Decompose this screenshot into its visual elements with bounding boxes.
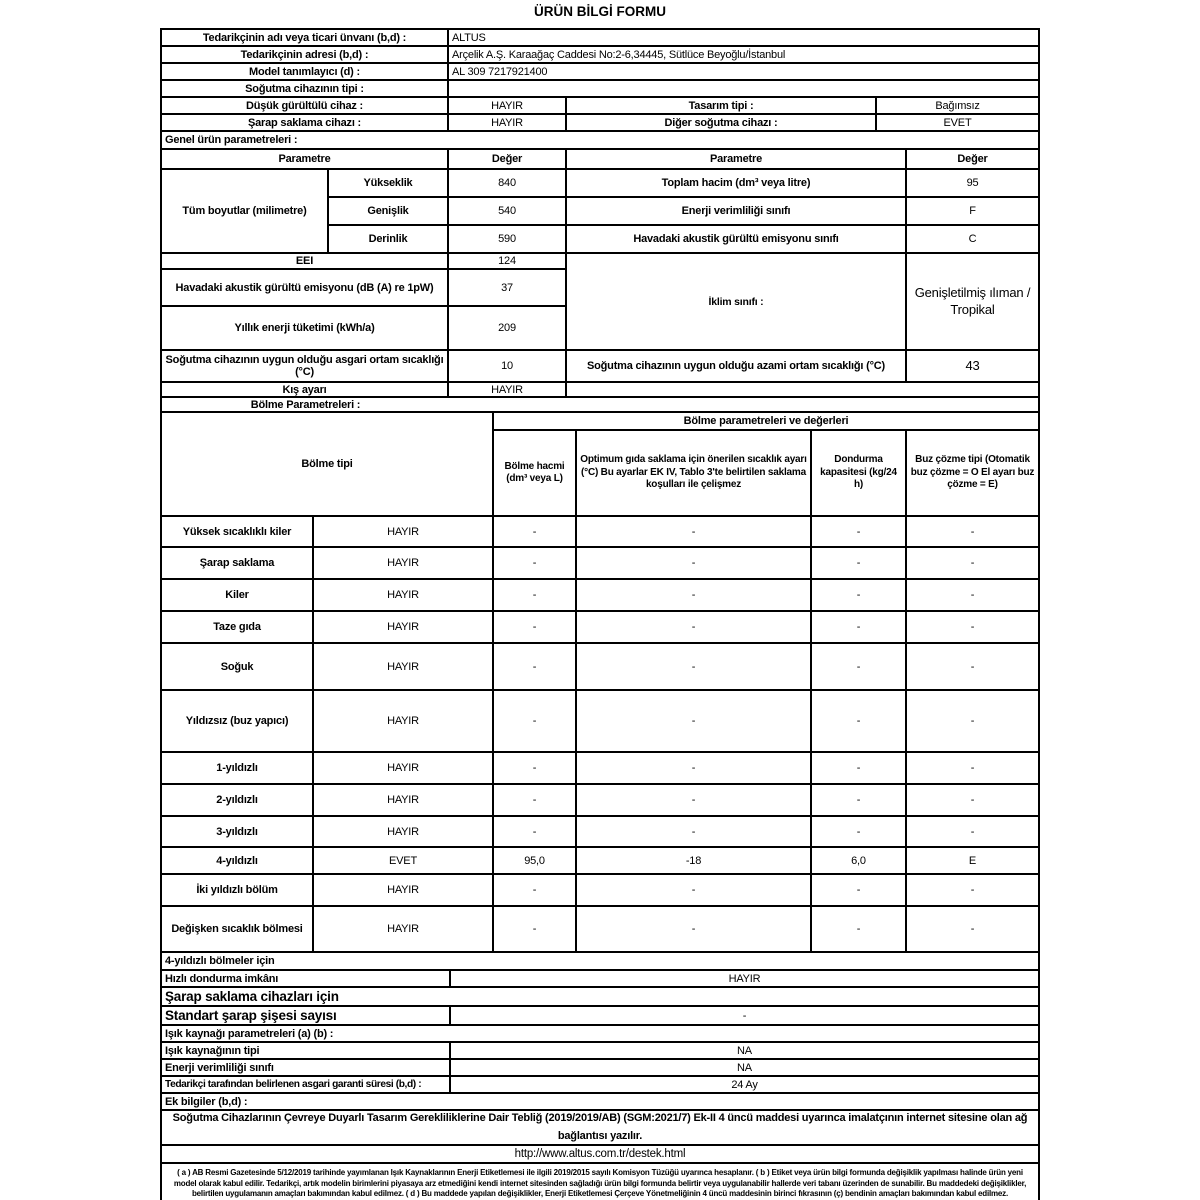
compartment-freeze: - (812, 785, 907, 815)
compartment-temp: - (577, 753, 812, 783)
compartment-freeze: - (812, 753, 907, 783)
compartment-present: HAYIR (314, 817, 494, 846)
compartment-present: HAYIR (314, 612, 494, 642)
light-class-value: NA (737, 1061, 752, 1074)
compartment-row-4-star (162, 848, 1038, 875)
compartment-defrost: - (970, 557, 975, 569)
compartment-present: EVET (314, 848, 494, 873)
compartment-row-cellar (162, 580, 1038, 612)
climate-class-label: İklim sınıfı : (567, 254, 907, 349)
compartment-freeze: - (812, 644, 907, 689)
compartment-defrost: - (970, 621, 975, 633)
eei-rows (162, 254, 567, 349)
compartment-temp: - (577, 785, 812, 815)
compartment-volume: - (494, 753, 577, 783)
col-header-parametre-2: Parametre (567, 150, 907, 168)
col-header-temp-setting: Optimum gıda saklama için önerilen sıcaklık ayarı (°C) Bu ayarlar EK IV, Tablo 3'te belirtilen saklama koşulları ile çelişmez (577, 431, 812, 515)
low-noise-label: Düşük gürültülü cihaz : (162, 98, 449, 113)
total-volume-label: Toplam hacim (dm³ veya litre) (567, 170, 907, 196)
compartment-freeze: - (812, 907, 907, 951)
compartment-group-header: Bölme parametreleri ve değerleri (494, 413, 1038, 431)
directive-row (162, 1111, 1038, 1146)
low-noise-value: HAYIR (449, 98, 567, 113)
supplier-name-label: Tedarikçinin adı veya ticari ünvanı (b,d) : (162, 30, 449, 45)
compartment-temp: - (577, 580, 812, 610)
warranty-label: Tedarikçi tarafından belirlenen asgari garanti süresi (b,d) : (162, 1077, 451, 1092)
wine-device-value: HAYIR (449, 115, 567, 130)
eei-value: 124 (449, 254, 567, 268)
compartment-temp: - (577, 548, 812, 578)
compartment-temp: - (577, 907, 812, 951)
energy-class-label: Enerji verimliliği sınıfı (567, 198, 907, 224)
dimension-row-width (329, 198, 1038, 226)
compartment-volume: - (494, 548, 577, 578)
compartment-defrost: - (970, 825, 975, 838)
compartment-row-variable-temp (162, 907, 1038, 953)
dimension-row-height (329, 170, 1038, 198)
compartment-volume: - (494, 644, 577, 689)
compartment-present: HAYIR (314, 580, 494, 610)
compartment-volume: 95,0 (494, 848, 577, 873)
ambient-temp-row (162, 351, 1038, 383)
compartment-present: HAYIR (314, 691, 494, 751)
other-cooling-label: Diğer soğutma cihazı : (567, 115, 877, 130)
compartment-freeze: - (812, 580, 907, 610)
noise-class-label: Havadaki akustik gürültü emisyonu sınıfı (567, 226, 907, 252)
eei-row (162, 254, 567, 270)
compartment-temp: - (577, 517, 812, 546)
compartment-present: HAYIR (314, 907, 494, 951)
light-type-value: NA (737, 1044, 752, 1057)
extra-info-title: Ek bilgiler (b,d) : (165, 1095, 248, 1108)
min-ambient-value: 10 (449, 351, 567, 381)
compartment-temp: - (577, 612, 812, 642)
energy-class-value: F (969, 205, 976, 217)
dimension-row-depth (329, 226, 1038, 252)
compartment-type: Yıldızsız (buz yapıcı) (162, 691, 314, 751)
fast-freeze-row (162, 971, 1038, 988)
compartment-freeze: - (812, 548, 907, 578)
compartment-defrost: - (970, 660, 975, 673)
light-class-label: Enerji verimliliği sınıfı (162, 1060, 451, 1075)
table-row-device-type (162, 81, 1038, 98)
compartment-row-wine-storage (162, 548, 1038, 580)
model-id-value: AL 309 7217921400 (452, 65, 548, 78)
compartment-volume: - (494, 817, 577, 846)
compartment-temp: - (577, 691, 812, 751)
dimensions-label: Tüm boyutlar (milimetre) (162, 170, 329, 252)
noise-emission-value: 37 (449, 270, 567, 305)
annual-energy-label: Yıllık enerji tüketimi (kWh/a) (162, 307, 449, 349)
compartment-defrost: - (970, 715, 975, 727)
warranty-value: 24 Ay (731, 1078, 758, 1091)
design-type-value: Bağımsız (935, 99, 980, 112)
warranty-row (162, 1077, 1038, 1094)
compartment-temp: - (577, 875, 812, 905)
supplier-name-value: ALTUS (452, 31, 486, 44)
empty-cell (567, 383, 1038, 396)
table-row-low-noise (162, 98, 1038, 115)
compartment-present: HAYIR (314, 517, 494, 546)
compartment-volume: - (494, 517, 577, 546)
compartment-row-two-star-section (162, 875, 1038, 907)
compartment-row-3-star (162, 817, 1038, 848)
empty-cell (449, 398, 1038, 411)
wine-section-title: Şarap saklama cihazları için (165, 989, 339, 1004)
compartment-present: HAYIR (314, 875, 494, 905)
support-url: http://www.altus.com.tr/destek.html (514, 1148, 686, 1160)
compartment-row-chill (162, 644, 1038, 691)
compartment-type-header: Bölme tipi (162, 413, 494, 515)
compartment-freeze: 6,0 (812, 848, 907, 873)
col-header-freezing-capacity: Dondurma kapasitesi (kg/24 h) (812, 431, 907, 515)
noise-class-value: C (968, 233, 977, 245)
compartment-volume: - (494, 785, 577, 815)
design-type-label: Tasarım tipi : (567, 98, 877, 113)
general-section-title: Genel ürün parametreleri : (165, 134, 298, 146)
compartment-volume: - (494, 907, 577, 951)
compartment-row-no-star (162, 691, 1038, 753)
compartment-row-fresh-food (162, 612, 1038, 644)
section-title-compartments (162, 398, 1038, 413)
table-row-supplier-address (162, 47, 1038, 64)
max-ambient-label: Soğutma cihazının uygun olduğu azami ortam sıcaklığı (°C) (567, 351, 907, 381)
max-ambient-value: 43 (965, 357, 980, 373)
dimensions-block (162, 170, 1038, 254)
compartment-defrost: - (970, 794, 975, 806)
winter-setting-value: HAYIR (449, 383, 567, 396)
compartment-subheader-row (494, 431, 1038, 515)
col-header-parametre-1: Parametre (162, 150, 449, 168)
section-title-wine (162, 988, 1038, 1007)
eei-climate-block (162, 254, 1038, 351)
light-section-title: Işık kaynağı parametreleri (a) (b) : (165, 1027, 334, 1040)
compartment-present: HAYIR (314, 785, 494, 815)
width-label: Genişlik (329, 198, 449, 224)
compartment-type: 2-yıldızlı (162, 785, 314, 815)
compartment-row-2-star (162, 785, 1038, 817)
depth-label: Derinlik (329, 226, 449, 252)
col-header-defrost-type: Buz çözme tipi (Otomatik buz çözme = O El ayarı buz çözme = E) (910, 454, 1035, 491)
compartment-freeze: - (812, 517, 907, 546)
wine-device-label: Şarap saklama cihazı : (162, 115, 449, 130)
supplier-address-label: Tedarikçinin adresi (b,d) : (162, 47, 449, 62)
min-ambient-label: Soğutma cihazının uygun olduğu asgari ortam sıcaklığı (°C) (162, 351, 449, 381)
compartment-type: Kiler (162, 580, 314, 610)
footnote-text: ( a ) AB Resmi Gazetesinde 5/12/2019 tarihinde yayımlanan Işık Kaynaklarının Enerji Etiketlemesi ile ilgili 2019/2015 sayılı Komisyon Tüzüğü uyarınca hesaplanır. ( b ) Etiket veya ürün bilgi formunda değişiklik yapılması halinde ürün yeni model olarak kabul edilir. Tedarikçi, artık modelin birimlerini piyasaya arz etmediğini kendi internet sitesinden sağladığı ürün bilgi formunda belirtir veya uygulanabilir hallerde veri tabanı üzerinden de sunabilir. Bu maddedeki değişiklikler, belirtilen uygulamanın amaçları bakımından kabul edilmez. ( d ) Bu maddede yapılan değişiklikler, Enerji Etiketlemesi Çerçeve Yönetmeliğinin 4 üncü maddesinin birinci fıkrasının (ç) bendinin amaçları bakımından kabul edilmez. (173, 1168, 1027, 1199)
compartment-temp: - (577, 644, 812, 689)
compartment-type: Taze gıda (162, 612, 314, 642)
compartment-temp: -18 (577, 848, 812, 873)
col-header-volume: Bölme hacmi (dm³ veya L) (494, 431, 577, 515)
height-label: Yükseklik (329, 170, 449, 196)
col-header-deger-2: Değer (957, 153, 988, 165)
supplier-address-value: Arçelik A.Ş. Karaağaç Caddesi No:2-6,34445, Sütlüce Beyoğlu/İstanbul (452, 48, 786, 61)
compartment-type: 1-yıldızlı (162, 753, 314, 783)
table-row-wine-device (162, 115, 1038, 132)
compartment-header-right (494, 413, 1038, 515)
compartment-present: HAYIR (314, 548, 494, 578)
total-volume-value: 95 (966, 177, 979, 189)
general-header-row (162, 150, 1038, 170)
depth-value: 590 (449, 226, 567, 252)
model-id-label: Model tanımlayıcı (d) : (162, 64, 449, 79)
compartment-present: HAYIR (314, 753, 494, 783)
compartment-type: Şarap saklama (162, 548, 314, 578)
compartment-type: Soğuk (162, 644, 314, 689)
noise-emission-label: Havadaki akustik gürültü emisyonu (dB (A) re 1pW) (162, 270, 449, 305)
fast-freeze-value: HAYIR (728, 972, 761, 985)
compartment-defrost: E (968, 854, 977, 867)
compartment-defrost: - (970, 884, 975, 896)
compartments-section-title: Bölme Parametreleri : (250, 398, 361, 411)
compartment-row-high-temp-cellar (162, 517, 1038, 548)
directive-text: Soğutma Cihazlarının Çevreye Duyarlı Tasarım Gerekliliklerine Dair Tebliğ (2019/2019/AB) (SGM:2021/7) Ek-II 4 üncü maddesi uyarınca imalatçının internet sitesine olan ağ bağlantısı yazılır. (172, 1112, 1028, 1142)
other-cooling-value: EVET (943, 116, 972, 129)
compartment-volume: - (494, 691, 577, 751)
fast-freeze-label: Hızlı dondurma imkânı (162, 971, 451, 986)
winter-setting-row (162, 383, 1038, 398)
compartment-type: 4-yıldızlı (162, 848, 314, 873)
url-row (162, 1146, 1038, 1164)
annual-energy-row (162, 307, 567, 349)
section-title-light (162, 1026, 1038, 1043)
compartment-volume: - (494, 580, 577, 610)
wine-bottles-value: - (742, 1009, 747, 1022)
light-type-label: Işık kaynağının tipi (162, 1043, 451, 1058)
compartment-freeze: - (812, 691, 907, 751)
annual-energy-value: 209 (449, 307, 567, 349)
compartment-freeze: - (812, 612, 907, 642)
winter-setting-label: Kış ayarı (162, 383, 449, 396)
compartment-defrost: - (970, 525, 975, 538)
compartment-defrost: - (970, 762, 975, 774)
col-header-deger-1: Değer (449, 150, 567, 168)
four-star-section-title: 4-yıldızlı bölmeler için (165, 955, 275, 967)
light-class-row (162, 1060, 1038, 1077)
page-title: ÜRÜN BİLGİ FORMU (534, 4, 666, 19)
compartment-defrost: - (970, 589, 975, 601)
compartment-freeze: - (812, 875, 907, 905)
product-info-form-page (0, 4, 1200, 1200)
noise-emission-row (162, 270, 567, 307)
compartment-row-1-star (162, 753, 1038, 785)
section-title-general (162, 132, 1038, 150)
eei-label: EEI (162, 254, 449, 268)
table-row-supplier-name (162, 30, 1038, 47)
climate-class-value: Genişletilmiş ılıman / Tropikal (914, 284, 1031, 317)
wine-bottles-label: Standart şarap şişesi sayısı (162, 1007, 451, 1024)
table-row-model-id (162, 64, 1038, 81)
compartment-type: Yüksek sıcaklıklı kiler (162, 517, 314, 546)
compartment-type: Değişken sıcaklık bölmesi (162, 907, 314, 951)
footnote-row (162, 1164, 1038, 1200)
compartment-present: HAYIR (314, 644, 494, 689)
section-title-extra (162, 1094, 1038, 1111)
compartment-volume: - (494, 875, 577, 905)
width-value: 540 (449, 198, 567, 224)
light-type-row (162, 1043, 1038, 1060)
compartment-type: İki yıldızlı bölüm (162, 875, 314, 905)
compartment-type: 3-yıldızlı (162, 817, 314, 846)
form-table (160, 28, 1040, 1200)
compartment-defrost: - (970, 923, 975, 935)
wine-bottles-row (162, 1007, 1038, 1026)
height-value: 840 (449, 170, 567, 196)
compartment-freeze: - (812, 817, 907, 846)
section-title-four-star (162, 953, 1038, 971)
device-type-label: Soğutma cihazının tipi : (162, 81, 449, 96)
compartment-temp: - (577, 817, 812, 846)
compartment-header-block (162, 413, 1038, 517)
compartment-volume: - (494, 612, 577, 642)
device-type-value (449, 81, 1038, 96)
dimensions-rows (329, 170, 1038, 252)
